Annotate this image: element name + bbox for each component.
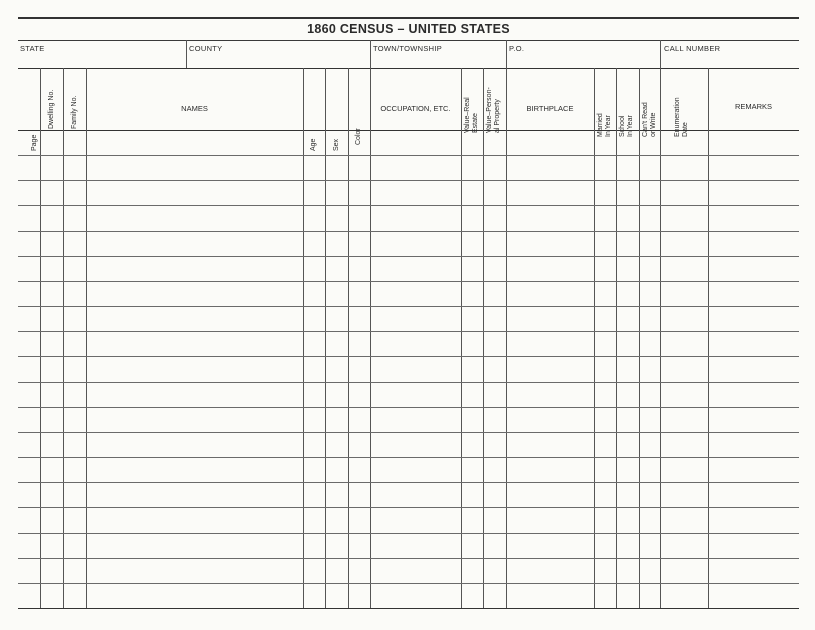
meta-divider-town xyxy=(370,40,371,68)
col-dwelling: Dwelling No. xyxy=(48,89,55,129)
col-age: Age xyxy=(310,138,317,151)
col-remarks: REMARKS xyxy=(734,102,773,111)
col-school: School In Year xyxy=(619,115,634,137)
col-value-personal: Value–Person- al Property xyxy=(486,87,501,133)
col-line xyxy=(325,68,326,608)
col-line xyxy=(708,68,709,608)
col-names: NAMES xyxy=(181,104,208,113)
state-label: STATE xyxy=(20,44,45,53)
table-row-line xyxy=(18,583,799,584)
town-label: TOWN/TOWNSHIP xyxy=(373,44,443,53)
table-row-line xyxy=(18,205,799,206)
title-divider xyxy=(18,40,799,41)
col-line xyxy=(40,68,41,608)
col-line xyxy=(639,68,640,608)
table-row-line xyxy=(18,407,799,408)
col-value-real-estate: Value–Real Estate xyxy=(464,97,479,133)
table-row-line xyxy=(18,231,799,232)
col-line xyxy=(303,68,304,608)
table-row-line xyxy=(18,281,799,282)
table-row-line xyxy=(18,256,799,257)
table-row-line xyxy=(18,382,799,383)
table-row-line xyxy=(18,356,799,357)
col-line xyxy=(86,68,87,608)
meta-divider-po xyxy=(506,40,507,68)
col-cant-read: Can't Read or Write xyxy=(642,102,657,137)
table-row-line xyxy=(18,482,799,483)
col-line xyxy=(506,68,507,608)
table-row-line xyxy=(18,558,799,559)
col-line xyxy=(461,68,462,608)
table-row-line xyxy=(18,533,799,534)
col-occupation: OCCUPATION, ETC. xyxy=(380,104,451,113)
meta-divider-county xyxy=(186,40,187,68)
col-line xyxy=(594,68,595,608)
bottom-border xyxy=(18,608,799,609)
county-label: COUNTY xyxy=(189,44,223,53)
col-enumeration: Enumeration Date xyxy=(674,97,689,137)
form-title: 1860 CENSUS – UNITED STATES xyxy=(307,22,510,36)
col-line xyxy=(616,68,617,608)
col-line xyxy=(348,68,349,608)
table-row-line xyxy=(18,457,799,458)
col-line xyxy=(660,68,661,608)
col-birthplace: BIRTHPLACE xyxy=(526,104,574,113)
table-row-line xyxy=(18,331,799,332)
table-row-line xyxy=(18,507,799,508)
col-family: Family No. xyxy=(71,95,78,129)
top-border xyxy=(18,17,799,19)
meta-divider xyxy=(18,68,799,69)
table-row-line xyxy=(18,432,799,433)
table-row-line xyxy=(18,180,799,181)
table-row-line xyxy=(18,306,799,307)
table-row-line xyxy=(18,155,799,156)
col-color: Color xyxy=(355,128,362,145)
col-page: Page xyxy=(31,134,38,151)
col-married: Married In Year xyxy=(597,113,612,137)
col-sex: Sex xyxy=(333,138,340,151)
meta-divider-call xyxy=(660,40,661,68)
col-line xyxy=(63,68,64,608)
col-line xyxy=(483,68,484,608)
call-number-label: CALL NUMBER xyxy=(664,44,721,53)
po-label: P.O. xyxy=(509,44,525,53)
col-line xyxy=(370,68,371,608)
